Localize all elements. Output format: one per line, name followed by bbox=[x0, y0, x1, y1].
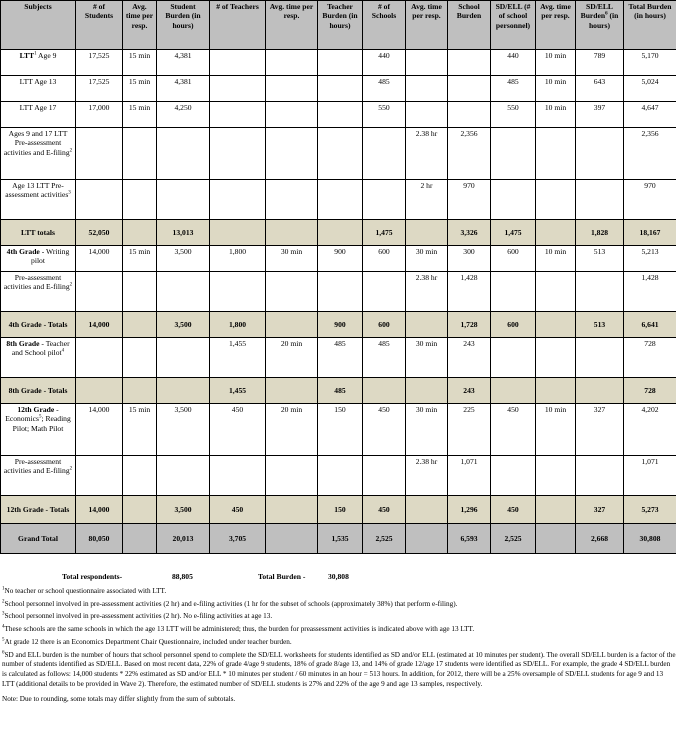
cell-students: 14,000 bbox=[76, 312, 123, 338]
cell-sdell-personnel: 450 bbox=[491, 404, 536, 456]
cell-school-burden: 6,593 bbox=[448, 524, 491, 554]
cell-teacher-time bbox=[266, 312, 318, 338]
cell-student-burden: 4,250 bbox=[157, 102, 210, 128]
cell-students: 14,000 bbox=[76, 404, 123, 456]
cell-student-time: 15 min bbox=[123, 76, 157, 102]
cell-sdell-time: 10 min bbox=[536, 404, 576, 456]
row-label: 4th Grade - Totals bbox=[1, 312, 76, 338]
cell-student-burden: 4,381 bbox=[157, 50, 210, 76]
row-label: Ages 9 and 17 LTT Pre-assessment activities and E-filing$^2$ bbox=[1, 128, 76, 180]
cell-sdell-time bbox=[536, 378, 576, 404]
cell-sdell-personnel bbox=[491, 338, 536, 378]
cell-student-burden: 3,500 bbox=[157, 246, 210, 272]
cell-student-burden bbox=[157, 128, 210, 180]
cell-teacher-time bbox=[266, 378, 318, 404]
footnote: $^1$No teacher or school questionnaire associated with LTT. bbox=[2, 586, 167, 595]
table-row bbox=[1, 102, 676, 128]
cell-teacher-burden bbox=[318, 456, 363, 496]
cell-total-burden: 728 bbox=[624, 338, 676, 378]
cell-schools bbox=[363, 128, 406, 180]
rounding-note: Note: Due to rounding, some totals may differ slightly from the sum of subtotals. bbox=[2, 695, 236, 704]
cell-sdell-personnel bbox=[491, 128, 536, 180]
cell-teacher-time bbox=[266, 496, 318, 524]
cell-school-time bbox=[406, 76, 448, 102]
grand-total-row bbox=[1, 524, 676, 554]
cell-teacher-time: 30 min bbox=[266, 246, 318, 272]
cell-teachers bbox=[210, 102, 266, 128]
cell-sdell-burden bbox=[576, 272, 624, 312]
cell-school-burden: 225 bbox=[448, 404, 491, 456]
col-header-students: # of Students bbox=[76, 1, 123, 50]
cell-teachers: 450 bbox=[210, 404, 266, 456]
cell-sdell-time bbox=[536, 272, 576, 312]
cell-teacher-time bbox=[266, 50, 318, 76]
row-label: LTT Age 17 bbox=[1, 102, 76, 128]
table-row bbox=[1, 246, 676, 272]
cell-teacher-time bbox=[266, 272, 318, 312]
cell-teacher-burden bbox=[318, 220, 363, 246]
row-label: Pre-assessment activities and E-filing$^2$ bbox=[1, 272, 76, 312]
cell-total-burden: 728 bbox=[624, 378, 676, 404]
cell-sdell-time bbox=[536, 128, 576, 180]
cell-student-time bbox=[123, 524, 157, 554]
cell-school-time bbox=[406, 496, 448, 524]
col-header-sdell-time: Avg. time per resp. bbox=[536, 1, 576, 50]
cell-teachers: 1,455 bbox=[210, 338, 266, 378]
cell-schools: 550 bbox=[363, 102, 406, 128]
cell-teachers bbox=[210, 180, 266, 220]
col-header-teachers: # of Teachers bbox=[210, 1, 266, 50]
cell-students bbox=[76, 180, 123, 220]
cell-teacher-burden: 900 bbox=[318, 246, 363, 272]
cell-school-time: 2 hr bbox=[406, 180, 448, 220]
cell-total-burden: 5,273 bbox=[624, 496, 676, 524]
cell-teachers bbox=[210, 50, 266, 76]
table-row bbox=[1, 128, 676, 180]
cell-sdell-burden bbox=[576, 128, 624, 180]
cell-sdell-personnel bbox=[491, 180, 536, 220]
cell-sdell-burden: 513 bbox=[576, 246, 624, 272]
cell-school-time bbox=[406, 220, 448, 246]
cell-sdell-burden bbox=[576, 180, 624, 220]
cell-school-burden: 1,296 bbox=[448, 496, 491, 524]
cell-students bbox=[76, 378, 123, 404]
cell-students: 52,050 bbox=[76, 220, 123, 246]
cell-teacher-burden bbox=[318, 128, 363, 180]
col-header-sdell-personnel: SD/ELL (# of school personnel) bbox=[491, 1, 536, 50]
cell-student-burden bbox=[157, 180, 210, 220]
cell-student-time bbox=[123, 496, 157, 524]
cell-school-time bbox=[406, 102, 448, 128]
cell-teacher-burden bbox=[318, 102, 363, 128]
cell-teachers bbox=[210, 76, 266, 102]
cell-total-burden: 1,428 bbox=[624, 272, 676, 312]
cell-students bbox=[76, 338, 123, 378]
cell-school-time bbox=[406, 524, 448, 554]
cell-school-burden: 970 bbox=[448, 180, 491, 220]
cell-teacher-burden bbox=[318, 180, 363, 220]
cell-student-time bbox=[123, 312, 157, 338]
total-respondents-label: Total respondents- bbox=[62, 572, 123, 581]
col-header-teacher-burden: Teacher Burden (in hours) bbox=[318, 1, 363, 50]
cell-schools bbox=[363, 456, 406, 496]
cell-student-burden: 3,500 bbox=[157, 496, 210, 524]
cell-student-burden bbox=[157, 272, 210, 312]
cell-students: 17,525 bbox=[76, 50, 123, 76]
cell-teachers bbox=[210, 128, 266, 180]
cell-sdell-personnel: 1,475 bbox=[491, 220, 536, 246]
cell-student-time: 15 min bbox=[123, 246, 157, 272]
cell-teacher-burden: 485 bbox=[318, 378, 363, 404]
col-header-school-burden: School Burden bbox=[448, 1, 491, 50]
total-burden-value: 30,808 bbox=[328, 572, 349, 581]
cell-sdell-time: 10 min bbox=[536, 102, 576, 128]
cell-teacher-time: 20 min bbox=[266, 338, 318, 378]
row-label: Pre-assessment activities and E-filing$^2$ bbox=[1, 456, 76, 496]
cell-schools bbox=[363, 180, 406, 220]
cell-sdell-time bbox=[536, 312, 576, 338]
cell-teachers: 3,705 bbox=[210, 524, 266, 554]
cell-student-burden: 3,500 bbox=[157, 404, 210, 456]
col-header-schools: # of Schools bbox=[363, 1, 406, 50]
cell-student-time: 15 min bbox=[123, 50, 157, 76]
cell-student-time bbox=[123, 180, 157, 220]
cell-teacher-time bbox=[266, 128, 318, 180]
cell-sdell-personnel: 440 bbox=[491, 50, 536, 76]
cell-school-time bbox=[406, 378, 448, 404]
cell-schools: 600 bbox=[363, 312, 406, 338]
table-row bbox=[1, 272, 676, 312]
cell-total-burden: 4,647 bbox=[624, 102, 676, 128]
table-row bbox=[1, 76, 676, 102]
row-label: 8th Grade - Teacher and School pilot$^4$ bbox=[1, 338, 76, 378]
cell-sdell-burden: 327 bbox=[576, 496, 624, 524]
row-label: 12th Grade - Economics$^5$; Reading Pilot; Math Pilot bbox=[1, 404, 76, 456]
cell-school-burden: 1,728 bbox=[448, 312, 491, 338]
footnote: $^4$These schools are the same schools in which the age 13 LTT will be administered; thus, the burden for preassessment activities is indicated above with age 13 LTT. bbox=[2, 624, 475, 634]
row-label: LTT totals bbox=[1, 220, 76, 246]
cell-school-burden: 1,071 bbox=[448, 456, 491, 496]
cell-school-burden: 1,428 bbox=[448, 272, 491, 312]
cell-school-time: 30 min bbox=[406, 338, 448, 378]
cell-sdell-time: 10 min bbox=[536, 50, 576, 76]
cell-sdell-burden: 2,668 bbox=[576, 524, 624, 554]
cell-sdell-burden: 789 bbox=[576, 50, 624, 76]
cell-schools: 450 bbox=[363, 496, 406, 524]
subtotal-row bbox=[1, 220, 676, 246]
cell-teachers: 1,455 bbox=[210, 378, 266, 404]
cell-teacher-burden: 900 bbox=[318, 312, 363, 338]
cell-sdell-personnel bbox=[491, 456, 536, 496]
cell-teacher-time bbox=[266, 524, 318, 554]
cell-sdell-burden: 513 bbox=[576, 312, 624, 338]
table-row bbox=[1, 50, 676, 76]
cell-school-burden bbox=[448, 50, 491, 76]
cell-school-time: 2.38 hr bbox=[406, 272, 448, 312]
cell-teacher-burden bbox=[318, 76, 363, 102]
cell-student-time bbox=[123, 378, 157, 404]
cell-teacher-time: 20 min bbox=[266, 404, 318, 456]
cell-teacher-burden: 485 bbox=[318, 338, 363, 378]
cell-sdell-burden bbox=[576, 338, 624, 378]
cell-sdell-personnel: 600 bbox=[491, 312, 536, 338]
cell-school-time: 30 min bbox=[406, 246, 448, 272]
cell-teachers: 1,800 bbox=[210, 246, 266, 272]
cell-school-burden: 243 bbox=[448, 338, 491, 378]
cell-teacher-burden bbox=[318, 272, 363, 312]
col-header-student-burden: Student Burden (in hours) bbox=[157, 1, 210, 50]
cell-students: 14,000 bbox=[76, 246, 123, 272]
cell-school-time: 2.38 hr bbox=[406, 128, 448, 180]
footnote: $^3$School personnel involved in pre-assessment activities (2 hr). No e-filing activities at age 13. bbox=[2, 612, 273, 621]
cell-student-burden bbox=[157, 378, 210, 404]
cell-sdell-personnel: 450 bbox=[491, 496, 536, 524]
cell-student-burden bbox=[157, 338, 210, 378]
cell-total-burden: 4,202 bbox=[624, 404, 676, 456]
footnote: $^2$School personnel involved in pre-assessment activities (2 hr) and e-filing activities (1 hr for the subset of schools (approximately 38%) that perform e-filing). bbox=[2, 599, 458, 608]
cell-sdell-burden: 327 bbox=[576, 404, 624, 456]
cell-sdell-time: 10 min bbox=[536, 246, 576, 272]
cell-teacher-burden: 150 bbox=[318, 404, 363, 456]
cell-school-burden bbox=[448, 102, 491, 128]
cell-teachers bbox=[210, 456, 266, 496]
cell-school-burden bbox=[448, 76, 491, 102]
cell-students: 80,050 bbox=[76, 524, 123, 554]
cell-student-time: 15 min bbox=[123, 102, 157, 128]
cell-sdell-personnel: 2,525 bbox=[491, 524, 536, 554]
cell-student-burden: 13,013 bbox=[157, 220, 210, 246]
cell-school-burden: 2,356 bbox=[448, 128, 491, 180]
cell-teacher-time bbox=[266, 456, 318, 496]
cell-total-burden: 5,170 bbox=[624, 50, 676, 76]
cell-sdell-time bbox=[536, 220, 576, 246]
cell-student-time bbox=[123, 220, 157, 246]
cell-sdell-time bbox=[536, 338, 576, 378]
cell-sdell-burden: 397 bbox=[576, 102, 624, 128]
row-label: Age 13 LTT Pre-assessment activities$^3$ bbox=[1, 180, 76, 220]
cell-sdell-time bbox=[536, 496, 576, 524]
cell-teacher-burden: 1,535 bbox=[318, 524, 363, 554]
cell-student-burden: 20,013 bbox=[157, 524, 210, 554]
cell-students bbox=[76, 128, 123, 180]
cell-sdell-time bbox=[536, 180, 576, 220]
cell-student-time bbox=[123, 456, 157, 496]
cell-school-time: 2.38 hr bbox=[406, 456, 448, 496]
col-header-student-time: Avg. time per resp. bbox=[123, 1, 157, 50]
cell-teachers bbox=[210, 272, 266, 312]
col-header-school-time: Avg. time per resp. bbox=[406, 1, 448, 50]
cell-schools: 1,475 bbox=[363, 220, 406, 246]
table-row bbox=[1, 338, 676, 378]
cell-total-burden: 18,167 bbox=[624, 220, 676, 246]
cell-sdell-personnel bbox=[491, 378, 536, 404]
row-label: 4th Grade - Writing pilot bbox=[1, 246, 76, 272]
cell-school-time bbox=[406, 312, 448, 338]
table-row bbox=[1, 456, 676, 496]
cell-students: 17,000 bbox=[76, 102, 123, 128]
cell-student-burden: 3,500 bbox=[157, 312, 210, 338]
table-notes bbox=[0, 572, 676, 705]
subtotal-row bbox=[1, 378, 676, 404]
footnote: $^5$At grade 12 there is an Economics Department Chair Questionnaire, included under teacher burden. bbox=[2, 637, 292, 646]
cell-total-burden: 2,356 bbox=[624, 128, 676, 180]
row-label: LTT Age 13 bbox=[1, 76, 76, 102]
cell-teacher-burden: 150 bbox=[318, 496, 363, 524]
row-label: Grand Total bbox=[1, 524, 76, 554]
cell-school-time bbox=[406, 50, 448, 76]
header-row bbox=[1, 1, 676, 50]
cell-schools bbox=[363, 272, 406, 312]
cell-total-burden: 30,808 bbox=[624, 524, 676, 554]
cell-schools: 450 bbox=[363, 404, 406, 456]
cell-sdell-personnel: 550 bbox=[491, 102, 536, 128]
cell-total-burden: 6,641 bbox=[624, 312, 676, 338]
total-burden-label: Total Burden - bbox=[258, 572, 306, 581]
cell-sdell-personnel: 600 bbox=[491, 246, 536, 272]
cell-sdell-time bbox=[536, 456, 576, 496]
table-row bbox=[1, 180, 676, 220]
cell-students bbox=[76, 272, 123, 312]
cell-sdell-burden: 643 bbox=[576, 76, 624, 102]
col-header-subjects: Subjects bbox=[1, 1, 76, 50]
cell-sdell-burden bbox=[576, 456, 624, 496]
row-label: 8th Grade - Totals bbox=[1, 378, 76, 404]
cell-total-burden: 1,071 bbox=[624, 456, 676, 496]
cell-teacher-time bbox=[266, 102, 318, 128]
cell-schools: 600 bbox=[363, 246, 406, 272]
cell-sdell-burden bbox=[576, 378, 624, 404]
footnote: $^6$SD and ELL burden is the number of hours that school personnel spend to complete the SD/ELL worksheets for students identified as SD and/or ELL (estimated at 10 minutes per student). The overall SD/ELL burden is a factor of the number of students identified as SD/ELL. Based on most recent data, 22% of grade 4/age 9 students, 18% of grade 8/age 13, and 14% of grade 12/age 17 students were identified as SD/ELL. For example, the grade 4 SD/ELL burden is calculated as follows: 14,000 students * 22% estimated as SD and/or ELL * 10 minutes per student / 60 minutes in an hour = 513 hours. In addition, for 2012, there will be a 25% oversample of SD/ELL students for age 9 and 13 LTT (additional details to be provided in Wave 2). Therefore, the estimated number of SD/ELL students is 27% and 22% of the age 9 and age 13 samples, respectively. bbox=[2, 650, 676, 688]
cell-teachers bbox=[210, 220, 266, 246]
cell-teachers: 1,800 bbox=[210, 312, 266, 338]
cell-students: 17,525 bbox=[76, 76, 123, 102]
cell-teacher-time bbox=[266, 180, 318, 220]
table-row bbox=[1, 404, 676, 456]
cell-teacher-time bbox=[266, 220, 318, 246]
cell-school-burden: 243 bbox=[448, 378, 491, 404]
cell-teachers: 450 bbox=[210, 496, 266, 524]
cell-student-time bbox=[123, 272, 157, 312]
col-header-teacher-time: Avg. time per resp. bbox=[266, 1, 318, 50]
cell-sdell-burden: 1,828 bbox=[576, 220, 624, 246]
cell-students: 14,000 bbox=[76, 496, 123, 524]
cell-schools: 485 bbox=[363, 338, 406, 378]
subtotal-row bbox=[1, 312, 676, 338]
cell-schools: 2,525 bbox=[363, 524, 406, 554]
total-respondents-value: 88,805 bbox=[172, 572, 193, 581]
cell-schools bbox=[363, 378, 406, 404]
cell-sdell-personnel bbox=[491, 272, 536, 312]
cell-school-burden: 3,326 bbox=[448, 220, 491, 246]
cell-student-time bbox=[123, 338, 157, 378]
cell-student-burden bbox=[157, 456, 210, 496]
cell-sdell-personnel: 485 bbox=[491, 76, 536, 102]
cell-student-burden: 4,381 bbox=[157, 76, 210, 102]
col-header-total-burden: Total Burden (in hours) bbox=[624, 1, 676, 50]
summary-line bbox=[0, 572, 676, 584]
cell-schools: 485 bbox=[363, 76, 406, 102]
col-header-sdell-burden: SD/ELL Burden$^6$ (in hours) bbox=[576, 1, 624, 50]
row-label: LTT$^1$ Age 9 bbox=[1, 50, 76, 76]
cell-total-burden: 5,024 bbox=[624, 76, 676, 102]
cell-school-burden: 300 bbox=[448, 246, 491, 272]
row-label: 12th Grade - Totals bbox=[1, 496, 76, 524]
cell-student-time: 15 min bbox=[123, 404, 157, 456]
cell-schools: 440 bbox=[363, 50, 406, 76]
cell-total-burden: 5,213 bbox=[624, 246, 676, 272]
cell-sdell-time: 10 min bbox=[536, 76, 576, 102]
subtotal-row bbox=[1, 496, 676, 524]
cell-sdell-time bbox=[536, 524, 576, 554]
footnotes bbox=[2, 587, 676, 689]
cell-students bbox=[76, 456, 123, 496]
cell-school-time: 30 min bbox=[406, 404, 448, 456]
cell-total-burden: 970 bbox=[624, 180, 676, 220]
cell-teacher-time bbox=[266, 76, 318, 102]
cell-student-time bbox=[123, 128, 157, 180]
cell-teacher-burden bbox=[318, 50, 363, 76]
